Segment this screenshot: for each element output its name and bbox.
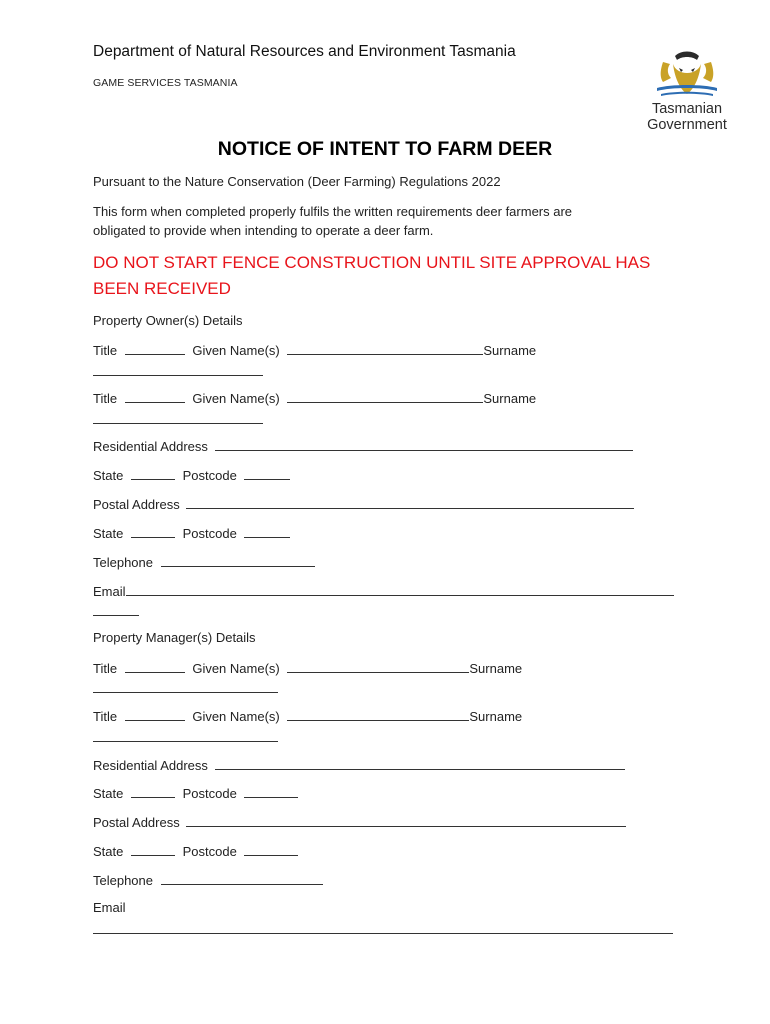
owner-residential-postcode-field[interactable] xyxy=(244,466,290,480)
form-title: NOTICE OF INTENT TO FARM DEER xyxy=(217,138,553,160)
owner-1-title-field[interactable] xyxy=(125,341,185,355)
title-label: Title xyxy=(93,661,118,676)
owner-2-given-names-field[interactable] xyxy=(287,389,483,403)
surname-label: Surname xyxy=(469,661,523,676)
state-label: State xyxy=(93,844,124,859)
surname-label: Surname xyxy=(469,709,523,724)
surname-label: Surname xyxy=(483,343,537,358)
manager-2-given-names-field[interactable] xyxy=(287,707,469,721)
telephone-label: Telephone xyxy=(93,873,153,888)
warning-line-2: BEEN RECEIVED xyxy=(93,279,231,298)
postcode-label: Postcode xyxy=(182,844,237,859)
pursuant-text: Pursuant to the Nature Conservation (Deer Farming) Regulations 2022 xyxy=(93,174,501,189)
logo-wordmark xyxy=(637,101,737,133)
postcode-label: Postcode xyxy=(182,468,237,483)
manager-section-heading: Property Manager(s) Details xyxy=(93,630,256,645)
manager-2-surname-field[interactable] xyxy=(93,741,278,742)
manager-email-label: Email xyxy=(93,900,126,915)
manager-postal-state-field[interactable] xyxy=(131,842,175,856)
tasmanian-tiger-emblem-icon xyxy=(637,48,737,104)
residential-address-label: Residential Address xyxy=(93,758,208,773)
manager-residential-address-row xyxy=(93,756,625,773)
manager-postal-address-row xyxy=(93,813,626,830)
manager-email-field[interactable] xyxy=(93,933,673,934)
owner-2-surname-field[interactable] xyxy=(93,423,263,424)
title-label: Title xyxy=(93,709,118,724)
given-names-label: Given Name(s) xyxy=(192,391,280,406)
given-names-label: Given Name(s) xyxy=(192,661,280,676)
owner-postal-postcode-field[interactable] xyxy=(244,524,290,538)
owner-residential-address-field[interactable] xyxy=(215,437,633,451)
manager-1-surname-field[interactable] xyxy=(93,692,278,693)
given-names-label: Given Name(s) xyxy=(192,343,280,358)
manager-residential-state-field[interactable] xyxy=(131,784,175,798)
postcode-label: Postcode xyxy=(182,786,237,801)
owner-residential-address-row xyxy=(93,437,633,454)
manager-1-given-names-field[interactable] xyxy=(287,659,469,673)
department-name: Department of Natural Resources and Environment Tasmania xyxy=(93,43,516,60)
manager-postal-state-row xyxy=(93,842,298,859)
owner-1-name-row xyxy=(93,341,536,358)
manager-postal-address-field[interactable] xyxy=(186,813,626,827)
owner-postal-address-field[interactable] xyxy=(186,495,634,509)
owner-1-given-names-field[interactable] xyxy=(287,341,483,355)
postal-address-label: Postal Address xyxy=(93,497,180,512)
logo-line-1: Tasmanian xyxy=(651,101,723,117)
owner-1-surname-field[interactable] xyxy=(93,375,263,376)
owner-email-field-continued[interactable] xyxy=(93,615,139,616)
description-line-2: obligated to provide when intending to operate a deer farm. xyxy=(93,223,434,238)
owner-telephone-field[interactable] xyxy=(161,553,315,567)
manager-residential-state-row xyxy=(93,784,298,801)
manager-residential-address-field[interactable] xyxy=(215,756,625,770)
postcode-label: Postcode xyxy=(182,526,237,541)
postal-address-label: Postal Address xyxy=(93,815,180,830)
state-label: State xyxy=(93,526,124,541)
owner-email-field[interactable] xyxy=(126,582,674,596)
email-label: Email xyxy=(93,584,126,599)
description-line-1: This form when completed properly fulfils the written requirements deer farmers are xyxy=(93,204,573,219)
state-label: State xyxy=(93,786,124,801)
owner-residential-state-row xyxy=(93,466,290,483)
manager-1-name-row xyxy=(93,659,522,676)
warning-line-1: DO NOT START FENCE CONSTRUCTION UNTIL SITE APPROVAL HAS xyxy=(93,253,651,272)
logo-line-2: Government xyxy=(647,117,727,133)
residential-address-label: Residential Address xyxy=(93,439,208,454)
manager-2-title-field[interactable] xyxy=(125,707,185,721)
state-label: State xyxy=(93,468,124,483)
manager-telephone-field[interactable] xyxy=(161,871,323,885)
owner-2-title-field[interactable] xyxy=(125,389,185,403)
title-label: Title xyxy=(93,391,118,406)
owner-section-heading: Property Owner(s) Details xyxy=(93,313,243,328)
owner-residential-state-field[interactable] xyxy=(131,466,175,480)
owner-2-name-row xyxy=(93,389,536,406)
owner-postal-state-row xyxy=(93,524,290,541)
manager-postal-postcode-field[interactable] xyxy=(244,842,298,856)
surname-label: Surname xyxy=(483,391,537,406)
given-names-label: Given Name(s) xyxy=(192,709,280,724)
owner-postal-state-field[interactable] xyxy=(131,524,175,538)
title-label: Title xyxy=(93,343,118,358)
owner-email-row xyxy=(93,582,674,599)
telephone-label: Telephone xyxy=(93,555,153,570)
manager-1-title-field[interactable] xyxy=(125,659,185,673)
service-name: GAME SERVICES TASMANIA xyxy=(93,77,238,89)
manager-residential-postcode-field[interactable] xyxy=(244,784,298,798)
owner-postal-address-row xyxy=(93,495,634,512)
manager-2-name-row xyxy=(93,707,522,724)
manager-telephone-row xyxy=(93,871,323,888)
owner-telephone-row xyxy=(93,553,315,570)
